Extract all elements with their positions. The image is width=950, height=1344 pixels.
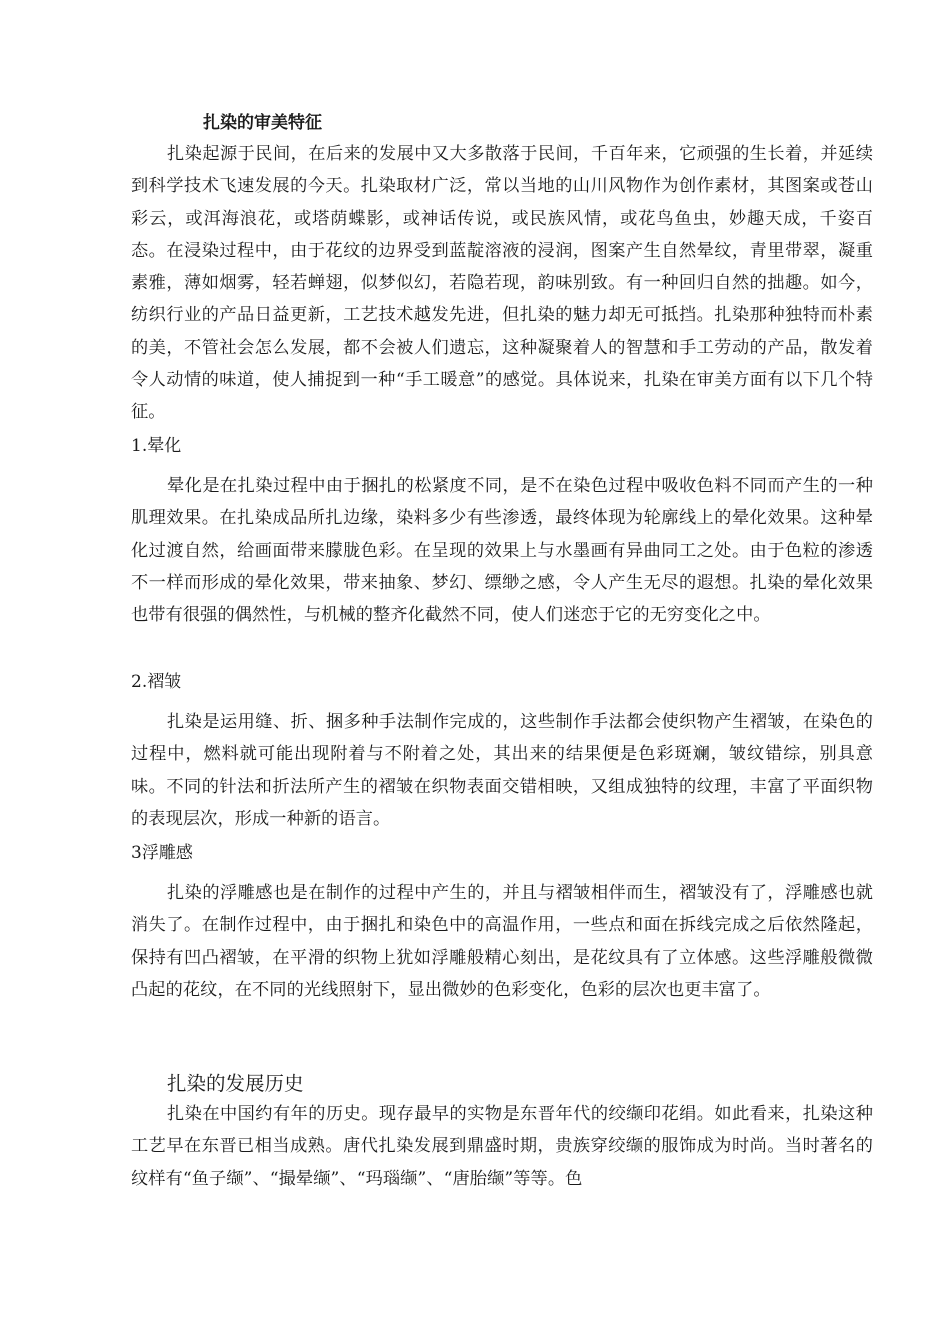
- intro-paragraph: 扎染起源于民间，在后来的发展中又大多散落于民间，千百年来，它顽强的生长着，并延续到科学技术飞速发展的今天。扎染取材广泛，常以当地的山川风物作为创作素材，其图案或苍山彩云，或洱海浪花，或塔荫蝶影，或神话传说，或民族风情，或花鸟鱼虫，妙趣天成，千姿百态。在浸染过程中，由于花纹的边界受到蓝靛溶液的浸润，图案产生自然晕纹，青里带翠，凝重素雅，薄如烟雾，轻若蝉翅，似梦似幻，若隐若现，韵味别致。有一种回归自然的拙趣。如今，纺织行业的产品日益更新，工艺技术越发先进，但扎染的魅力却无可抵挡。扎染那种独特而朴素的美，不管社会怎么发展，都不会被人们遗忘，这种凝聚着人的智慧和手工劳动的产品，散发着令人动情的味道，使人捕捉到一种“手工暖意”的感觉。具体说来，扎染在审美方面有以下几个特征。: [131, 144, 873, 423]
- history-paragraph: 扎染在中国约有年的历史。现存最早的实物是东晋年代的绞缬印花绢。如此看来，扎染这种工艺早在东晋已相当成熟。唐代扎染发展到鼎盛时期，贵族穿绞缬的服饰成为时尚。当时著名的纹样有“鱼子缬”、“撮晕缬”、“玛瑙缬”、“唐胎缬”等等。色: [131, 1104, 873, 1189]
- feature-text-halo: 晕化是在扎染过程中由于捆扎的松紧度不同，是不在染色过程中吸收色料不同而产生的一种肌理效果。在扎染成品所扎边缘，染料多少有些渗透，最终体现为轮廓线上的晕化效果。这种晕化过渡自然，给画面带来朦胧色彩。在呈现的效果上与水墨画有异曲同工之处。由于色粒的渗透不一样而形成的晕化效果，带来抽象、梦幻、缥缈之感，令人产生无尽的遐想。扎染的晕化效果也带有很强的偶然性，与机械的整齐化截然不同，使人们迷恋于它的无穷变化之中。: [131, 476, 873, 626]
- feature-heading-halo: 1.晕化: [131, 436, 182, 456]
- section-title-aesthetics: 扎染的审美特征: [203, 113, 322, 133]
- feature-heading-wrinkle: 2.褶皱: [131, 672, 182, 692]
- feature-heading-relief: 3浮雕感: [131, 843, 193, 863]
- section-title-history: 扎染的发展历史: [167, 1072, 304, 1095]
- feature-text-wrinkle: 扎染是运用缝、折、捆多种手法制作完成的，这些制作手法都会使织物产生褶皱，在染色的过程中，燃料就可能出现附着与不附着之处，其出来的结果便是色彩斑斓，皱纹错综，别具意味。不同的针法和折法所产生的褶皱在织物表面交错相映，又组成独特的纹理，丰富了平面织物的表现层次，形成一种新的语言。: [131, 712, 873, 829]
- feature-text-relief: 扎染的浮雕感也是在制作的过程中产生的，并且与褶皱相伴而生，褶皱没有了，浮雕感也就消失了。在制作过程中，由于捆扎和染色中的高温作用，一些点和面在拆线完成之后依然隆起，保持有凹凸褶皱，在平滑的织物上犹如浮雕般精心刻出，是花纹具有了立体感。这些浮雕般微微凸起的花纹，在不同的光线照射下，显出微妙的色彩变化，色彩的层次也更丰富了。: [131, 883, 873, 1000]
